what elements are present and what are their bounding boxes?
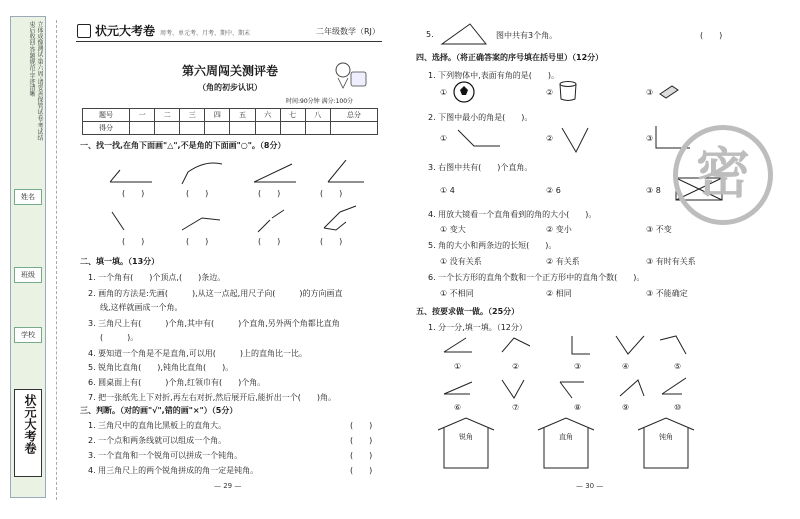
- name-field[interactable]: 姓名: [14, 189, 42, 205]
- s4-q5-opt: ① 没有关系: [440, 257, 482, 266]
- s5-label: ①: [454, 362, 462, 371]
- section-2-heading: 二、填一填。（13分）: [80, 257, 160, 266]
- mascot-icon: [333, 60, 367, 90]
- house-label: 直角: [559, 433, 573, 441]
- confidential-stamp: 密: [673, 125, 773, 225]
- score-cell: 一: [130, 109, 155, 122]
- s4-q2-opt: ①: [440, 134, 448, 143]
- score-cell: 八: [305, 109, 330, 122]
- score-cell: 总分: [330, 109, 377, 122]
- house-label: 钝角: [659, 433, 673, 441]
- s4-q2: 2. 下图中最小的角是( )。: [428, 113, 533, 122]
- s4-q1-opt: ③: [646, 88, 654, 97]
- s1-answer[interactable]: ( ): [320, 189, 343, 198]
- score-cell: 题号: [83, 109, 130, 122]
- page-number-left: — 29 —: [214, 482, 242, 490]
- s2-item: 3. 三角尺上有( )个角,其中有( )个直角,另外两个角都比直角: [88, 319, 340, 328]
- s2-item: 2. 画角的方法是:先画( ),从这一点起,用尺子向( )的方向画直: [88, 289, 343, 298]
- s4-q4: 4. 用放大镜看一个直角看到的角的大小( )。: [428, 210, 597, 219]
- strip-notice: 立体成像测试·第六周·请妥善保管试卷·考试结束后收回·答题规范·字迹清晰: [28, 21, 43, 141]
- s4-q6-opt: ② 相同: [546, 289, 572, 298]
- s3-item: 4. 用三角尺上的两个锐角拼成的角一定是钝角。: [88, 466, 259, 475]
- s4-q3-opt: ① 4: [440, 186, 455, 195]
- s4-q3-opt: ③ 8: [646, 186, 661, 195]
- binding-strip: [10, 16, 46, 498]
- brand-text: 状元大考卷: [95, 24, 156, 38]
- page-number-right: — 30 —: [576, 482, 604, 490]
- s4-q5-opt: ② 有关系: [546, 257, 580, 266]
- house-icon: [436, 416, 496, 470]
- house-acute: [436, 416, 496, 470]
- cut-line: [56, 20, 57, 500]
- strip-logo-text: 状元大考卷: [23, 394, 37, 454]
- section-5-heading: 五、按要求做一做。（25分）: [416, 307, 520, 316]
- s4-q4-opt: ③ 不变: [646, 225, 672, 234]
- score-input[interactable]: [205, 122, 230, 135]
- s4-q6-opt: ① 不相同: [440, 289, 474, 298]
- s2-item: 6. 圆桌面上有( )个角,红领巾有( )个角。: [88, 378, 266, 387]
- s1-answer[interactable]: ( ): [258, 189, 281, 198]
- s5-label: ⑨: [622, 403, 630, 412]
- s4-q1-opt: ②: [546, 88, 554, 97]
- s5-label: ②: [512, 362, 520, 371]
- exam-types: 周考、单元考、月考、期中、期末: [160, 30, 251, 37]
- s4-q3-opt: ② 6: [546, 186, 561, 195]
- s5-label: ⑩: [674, 403, 682, 412]
- s3-item: 1. 三角尺中的直角比黑板上的直角大。: [88, 421, 227, 430]
- house-right: [536, 416, 596, 470]
- s1-answer[interactable]: ( ): [122, 237, 145, 246]
- house-obtuse: [636, 416, 696, 470]
- s4-q5: 5. 角的大小和两条边的长短( )。: [428, 241, 557, 250]
- s3-item: 2. 一个点和两条线就可以组成一个角。: [88, 436, 227, 445]
- score-input[interactable]: [330, 122, 377, 135]
- book-icon: [658, 82, 680, 100]
- score-cell: 七: [280, 109, 305, 122]
- q5-answer[interactable]: ( ): [700, 31, 723, 40]
- s3-answer[interactable]: ( ): [350, 466, 373, 475]
- section-4-heading: 四、选择。（将正确答案的序号填在括号里）（12分）: [416, 53, 604, 62]
- score-cell: 四: [205, 109, 230, 122]
- score-input[interactable]: [305, 122, 330, 135]
- page-subtitle: （角的初步认识）: [198, 83, 262, 92]
- s5-label: ⑥: [454, 403, 462, 412]
- s2-item: 线,这样就画成一个角。: [100, 303, 183, 312]
- s3-answer[interactable]: ( ): [350, 451, 373, 460]
- score-cell: 六: [255, 109, 280, 122]
- house-icon: [536, 416, 596, 470]
- triangle-figure: [440, 22, 490, 46]
- s4-q4-opt: ① 变大: [440, 225, 466, 234]
- s5-q1: 1. 分一分,填一填。（12分）: [428, 323, 527, 332]
- book-icon: [77, 24, 91, 38]
- score-input[interactable]: [155, 122, 180, 135]
- section-3-heading: 三、判断。（对的画"√",错的画"×"）（5分）: [80, 406, 238, 415]
- s5-label: ③: [574, 362, 582, 371]
- s1-answer[interactable]: ( ): [258, 237, 281, 246]
- s2-item: 4. 要知道一个角是不是直角,可以用( )上的直角比一比。: [88, 349, 307, 358]
- score-cell: 得分: [83, 122, 130, 135]
- s2-item: 1. 一个角有( )个顶点,( )条边。: [88, 273, 226, 282]
- s2-item: ( )。: [100, 333, 139, 342]
- s1-answer[interactable]: ( ): [186, 237, 209, 246]
- class-field[interactable]: 班级: [14, 267, 42, 283]
- house-icon: [636, 416, 696, 470]
- cup-icon: [558, 80, 578, 102]
- score-input[interactable]: [255, 122, 280, 135]
- score-input[interactable]: [230, 122, 255, 135]
- s5-label: ⑧: [574, 403, 582, 412]
- section-1-figures: [110, 160, 380, 240]
- s4-q1: 1. 下列物体中,表面有角的是( )。: [428, 71, 559, 80]
- s4-q4-opt: ② 变小: [546, 225, 572, 234]
- s3-answer[interactable]: ( ): [350, 436, 373, 445]
- s5-label: ④: [622, 362, 630, 371]
- score-input[interactable]: [280, 122, 305, 135]
- brand-logo: [77, 22, 157, 42]
- s5-angles-figure: [440, 332, 700, 412]
- s2-item: 7. 把一张纸先上下对折,再左右对折,然后展开后,能折出一个( )角。: [88, 393, 337, 402]
- house-label: 锐角: [459, 433, 473, 441]
- s4-q6-opt: ③ 不能确定: [646, 289, 688, 298]
- score-cell: 五: [230, 109, 255, 122]
- score-input[interactable]: [130, 122, 155, 135]
- s4-q1-opt: ①: [440, 88, 448, 97]
- s2-item: 5. 锐角比直角( ),钝角比直角( )。: [88, 363, 234, 372]
- s4-q6: 6. 一个长方形的直角个数和一个正方形中的直角个数( )。: [428, 273, 645, 282]
- ball-icon: [452, 80, 476, 104]
- grade-label: 二年级数学（RJ）: [316, 27, 380, 36]
- s5-label: ⑦: [512, 403, 520, 412]
- s4-q2-opt: ②: [546, 134, 554, 143]
- score-cell: 二: [155, 109, 180, 122]
- score-table: [82, 108, 378, 135]
- strip-logo: [14, 389, 42, 477]
- s3-answer[interactable]: ( ): [350, 421, 373, 430]
- page-title: 第六周闯关测评卷: [181, 64, 278, 78]
- score-cell: 三: [180, 109, 205, 122]
- section-1-heading: 一、找一找,在角下面画"△",不是角的下面画"○"。（8分）: [80, 141, 286, 150]
- time-score: 时间:90分钟 满分:100分: [286, 98, 354, 105]
- s4-q5-opt: ③ 有时有关系: [646, 257, 696, 266]
- s1-answer[interactable]: ( ): [122, 189, 145, 198]
- s1-answer[interactable]: ( ): [320, 237, 343, 246]
- school-field[interactable]: 学校: [14, 327, 42, 343]
- q5-text: 图中共有3个角。: [496, 31, 558, 40]
- header-rule: [76, 41, 382, 42]
- s3-item: 3. 一个直角和一个锐角可以拼成一个钝角。: [88, 451, 243, 460]
- q5-number: 5.: [426, 30, 434, 39]
- score-input[interactable]: [180, 122, 205, 135]
- angle-options-figure: [452, 122, 712, 158]
- s1-answer[interactable]: ( ): [186, 189, 209, 198]
- s5-label: ⑤: [674, 362, 682, 371]
- s4-q2-opt: ③: [646, 134, 654, 143]
- s4-q3: 3. 右图中共有( )个直角。: [428, 163, 533, 172]
